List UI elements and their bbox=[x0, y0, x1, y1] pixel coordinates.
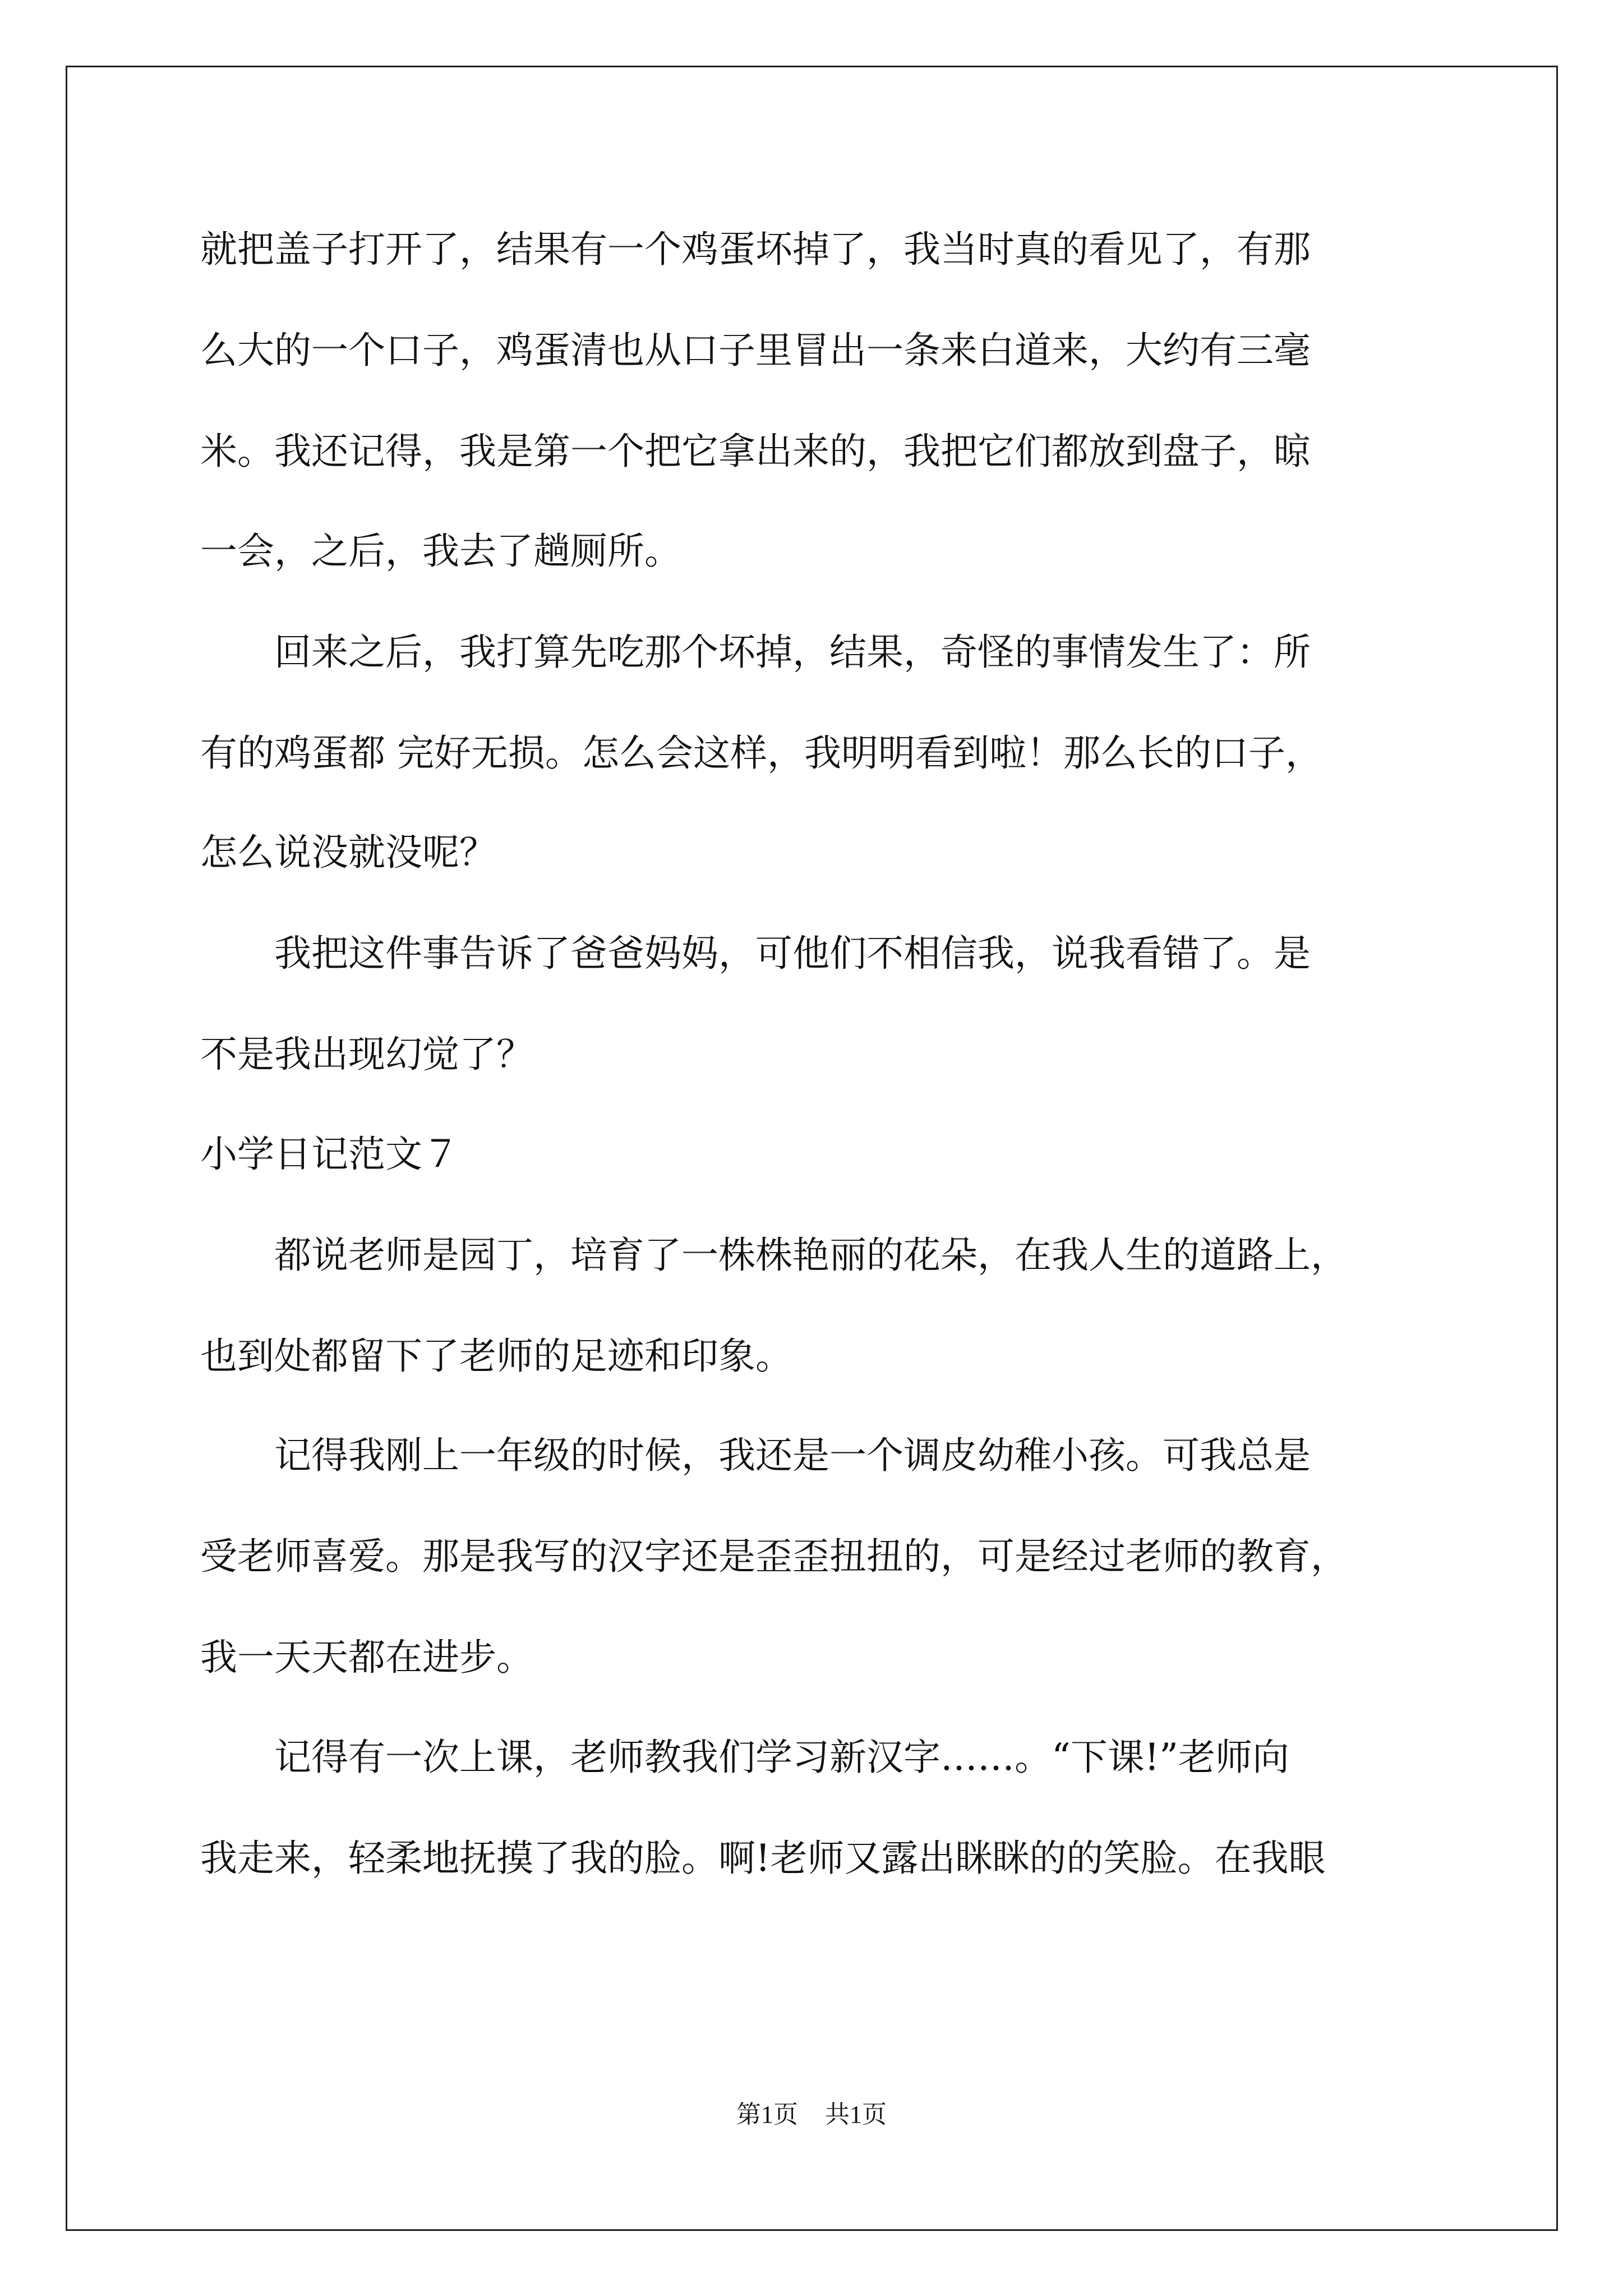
text-line: 记得有一次上课，老师教我们学习新汉字……。“下课!”老师向 bbox=[200, 1736, 1290, 1779]
page-total: 共1页 bbox=[825, 2101, 887, 2128]
text-line: 我把这件事告诉了爸爸妈妈，可他们不相信我，说我看错了。是 bbox=[200, 932, 1311, 975]
text-line: 有的鸡蛋都 完好无损。怎么会这样，我明明看到啦！那么长的口子， bbox=[200, 731, 1322, 775]
text-line: 么大的一个口子，鸡蛋清也从口子里冒出一条来白道来，大约有三毫 bbox=[200, 329, 1311, 372]
text-line: 都说老师是园丁，培育了一株株艳丽的花朵，在我人生的道路上， bbox=[200, 1234, 1348, 1277]
text-line: 受老师喜爱。那是我写的汉字还是歪歪扭扭的，可是经过老师的教育， bbox=[200, 1535, 1348, 1578]
text-line: 米。我还记得，我是第一个把它拿出来的，我把它们都放到盘子，晾 bbox=[200, 430, 1311, 473]
text-line: 不是我出现幻觉了？ bbox=[200, 1033, 533, 1076]
text-line: 我一天天都在进步。 bbox=[200, 1636, 533, 1679]
text-line: 我走来，轻柔地抚摸了我的脸。啊!老师又露出眯眯的的笑脸。在我眼 bbox=[200, 1837, 1326, 1880]
text-line: 一会，之后，我去了趟厕所。 bbox=[200, 530, 681, 573]
text-line: 记得我刚上一年级的时候，我还是一个调皮幼稚小孩。可我总是 bbox=[200, 1434, 1311, 1477]
text-line: 就把盖子打开了，结果有一个鸡蛋坏掉了，我当时真的看见了，有那 bbox=[200, 228, 1311, 271]
section-heading: 小学日记范文７ bbox=[200, 1133, 459, 1176]
text-line: 怎么说没就没呢？ bbox=[200, 831, 496, 874]
page-number: 第1页 bbox=[736, 2101, 798, 2128]
text-line: 也到处都留下了老师的足迹和印象。 bbox=[200, 1335, 792, 1378]
text-line: 回来之后，我打算先吃那个坏掉，结果，奇怪的事情发生了：所 bbox=[200, 631, 1311, 674]
page-footer bbox=[0, 2098, 1623, 2132]
